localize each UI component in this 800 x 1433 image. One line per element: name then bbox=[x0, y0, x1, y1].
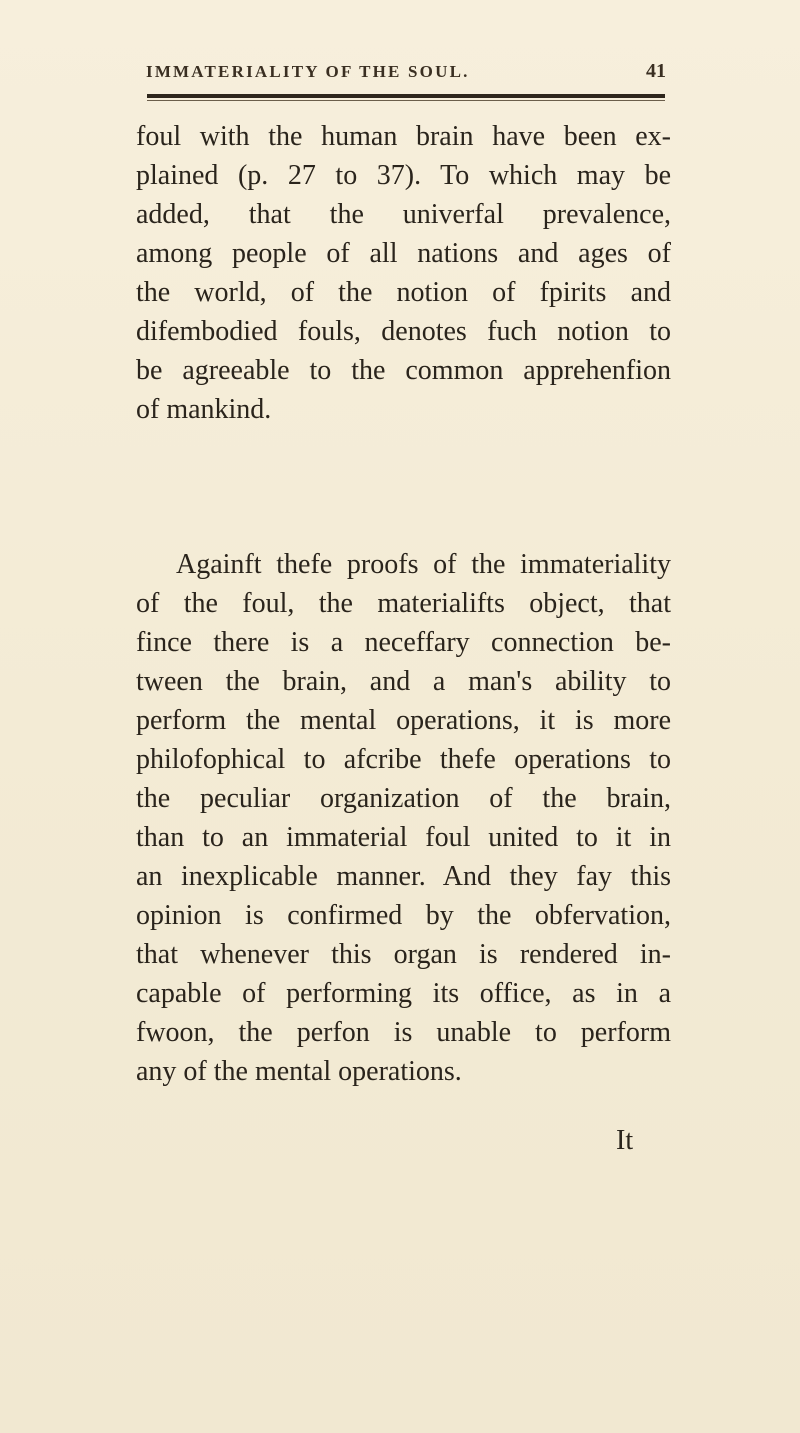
text-line: fwoon, the perfon is unable to perform bbox=[136, 1017, 671, 1048]
paragraph-1 bbox=[136, 117, 671, 429]
text-line: that whenever this organ is rendered in- bbox=[136, 939, 671, 970]
header-rule bbox=[147, 94, 665, 98]
text-line: the peculiar organization of the brain, bbox=[136, 783, 671, 814]
running-head bbox=[146, 62, 666, 96]
text-line: than to an immaterial foul united to it in bbox=[136, 822, 671, 853]
text-line: philofophical to afcribe thefe operations to bbox=[136, 744, 671, 775]
text-line: added, that the univerfal prevalence, bbox=[136, 199, 671, 230]
text-line: of the foul, the materialifts object, that bbox=[136, 588, 671, 619]
text-line: among people of all nations and ages of bbox=[136, 238, 671, 269]
page-number: 41 bbox=[646, 60, 666, 82]
text-line: any of the mental operations. bbox=[136, 1056, 462, 1087]
text-line: an inexplicable manner. And they fay this bbox=[136, 861, 671, 892]
running-head-title: IMMATERIALITY OF THE SOUL. bbox=[146, 62, 470, 81]
text-line: of mankind. bbox=[136, 394, 272, 425]
text-line: opinion is confirmed by the obfervation, bbox=[136, 900, 671, 931]
header-rule-thin bbox=[147, 100, 665, 101]
text-line: capable of performing its office, as in a bbox=[136, 978, 671, 1009]
text-line: be agreeable to the common apprehenfion bbox=[136, 355, 671, 386]
text-line: Againft thefe proofs of the immateriality bbox=[176, 549, 671, 580]
paragraph-2 bbox=[136, 545, 671, 1091]
text-line: foul with the human brain have been ex- bbox=[136, 121, 671, 152]
text-line: fince there is a neceffary connection be- bbox=[136, 627, 671, 658]
text-line: difembodied fouls, denotes fuch notion to bbox=[136, 316, 671, 347]
catchword: It bbox=[616, 1125, 634, 1156]
text-line: the world, of the notion of fpirits and bbox=[136, 277, 671, 308]
text-line: plained (p. 27 to 37). To which may be bbox=[136, 160, 671, 191]
text-line: perform the mental operations, it is more bbox=[136, 705, 671, 736]
text-line: tween the brain, and a man's ability to bbox=[136, 666, 671, 697]
